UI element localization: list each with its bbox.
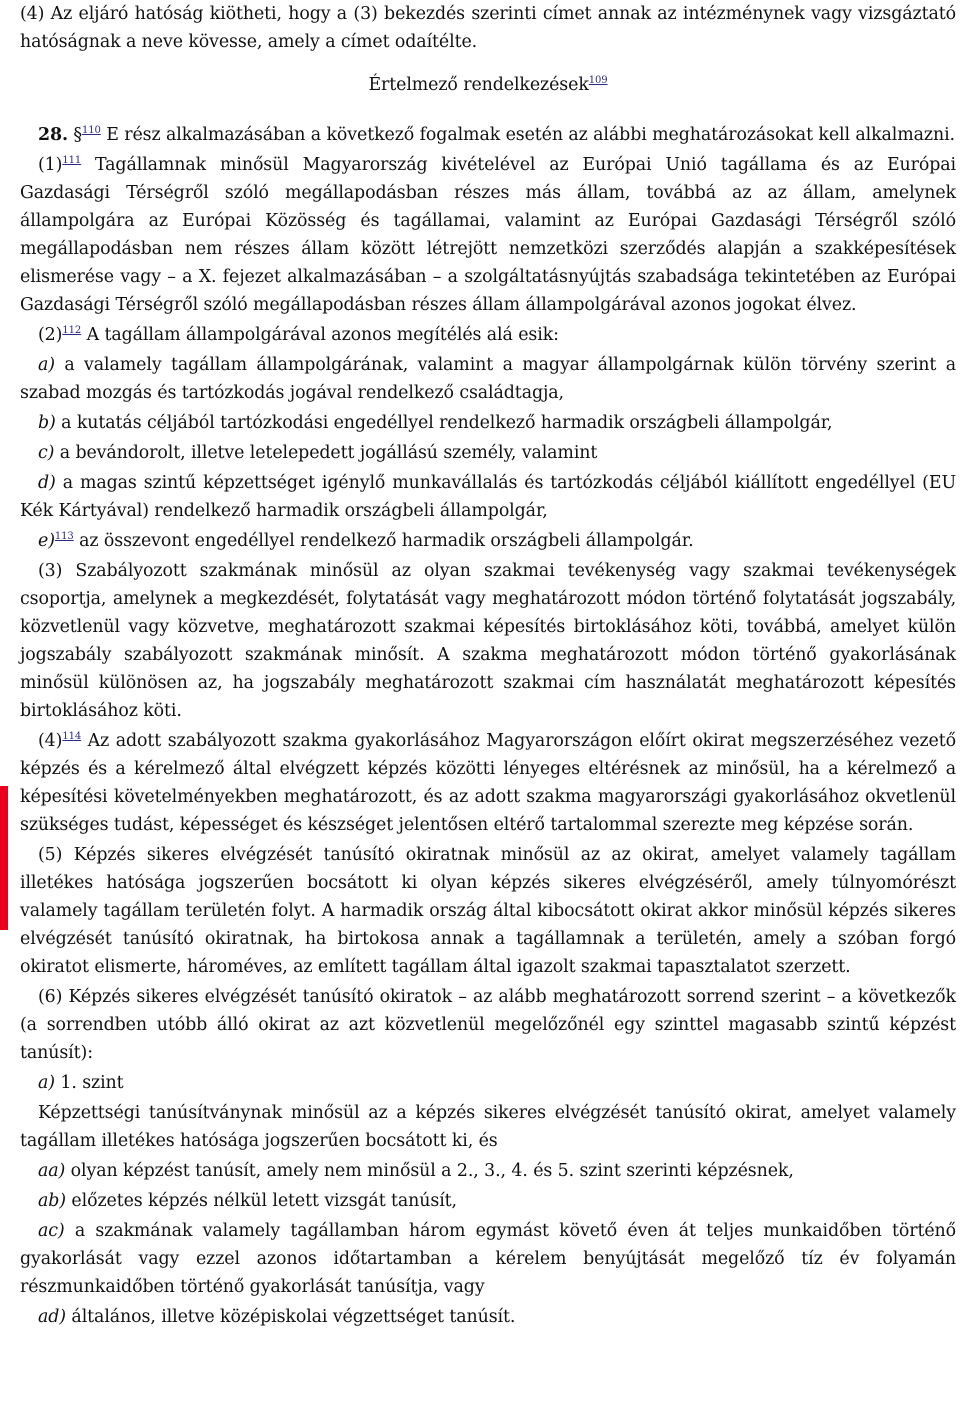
point-6a-body: Képzettségi tanúsítványnak minősül az a képzés sikeres elvégzését tanúsító okirat, amelyet valamely tagállam illetékes hatósága jogszerűen bocsátott ki, és [20, 1103, 956, 1151]
point-text: előzetes képzés nélkül letett vizsgát tanúsít, [66, 1191, 457, 1211]
point-6aa [20, 1157, 956, 1185]
heading-text: Értelmező rendelkezések [368, 75, 589, 95]
amendment-change-marker [0, 786, 8, 930]
point-marker: c) [38, 443, 55, 463]
point-marker: e) [38, 531, 55, 551]
point-6ac [20, 1217, 956, 1301]
paragraph-4 [20, 727, 956, 839]
point-text: a szakmának valamely tagállamban három egymást követő éven át teljes munkaidőben történő gyakorlását vagy ezzel azonos időtartamban a kérelem benyújtását megelőző tíz év folyamán részmunkaidőben történő gyakorlását tanúsítja, vagy [20, 1221, 956, 1297]
paragraph-2-lead: (2) [38, 325, 63, 345]
point-text: a kutatás céljából tartózkodási engedéllyel rendelkező harmadik országbeli állampolgár, [55, 413, 833, 433]
footnote-link-112[interactable]: 112 [62, 325, 82, 336]
point-text: 1. szint [54, 1073, 124, 1093]
point-text: általános, illetve középiskolai végzettséget tanúsít. [66, 1307, 516, 1327]
paragraph-4-title-issuer: (4) Az eljáró hatóság kiötheti, hogy a (3) bekezdés szerinti címet annak az intézménynek vagy vizsgáztató hatóságnak a neve kövesse, amely a címet odaítélte. [20, 4, 956, 52]
point-text: az összevont engedéllyel rendelkező harmadik országbeli állampolgár. [73, 531, 694, 551]
point-marker: ad) [38, 1307, 66, 1327]
point-marker: ac) [38, 1221, 65, 1241]
point-text: olyan képzést tanúsít, amely nem minősül a 2., 3., 4. és 5. szint szerinti képzésnek, [65, 1161, 794, 1181]
point-text: a valamely tagállam állampolgárának, valamint a magyar állampolgárnak külön törvény szerint a szabad mozgás és tartózkodás jogával rendelkező családtagja, [20, 355, 956, 403]
section-number: 28. [38, 125, 68, 145]
point-text: a bevándorolt, illetve letelepedett jogállású személy, valamint [54, 443, 598, 463]
footnote-link-113[interactable]: 113 [54, 531, 74, 542]
point-2e [20, 527, 956, 555]
point-2b [20, 409, 956, 437]
section-28-text: E rész alkalmazásában a következő fogalmak esetén az alábbi meghatározásokat kell alkalmazni. [100, 125, 955, 145]
point-marker: d) [38, 473, 56, 493]
point-2d [20, 469, 956, 525]
paragraph-4-lead: (4) [38, 731, 63, 751]
paragraph-1 [20, 151, 956, 319]
point-marker: b) [38, 413, 56, 433]
section-heading [20, 71, 956, 99]
point-marker: a) [38, 355, 55, 375]
point-2a [20, 351, 956, 407]
section-sign: § [73, 125, 83, 145]
point-text: a magas szintű képzettséget igénylő munkavállalás és tartózkodás céljából kiállított engedéllyel (EU Kék Kártyával) rendelkező harmadik országbeli állampolgár, [20, 473, 956, 521]
footnote-link-111[interactable]: 111 [62, 155, 82, 166]
point-marker: ab) [38, 1191, 66, 1211]
point-6a [20, 1069, 956, 1097]
paragraph-3: (3) Szabályozott szakmának minősül az olyan szakmai tevékenység vagy szakmai tevékenységek csoportja, amelynek a megkezdését, folytatását vagy meghatározott módon történő folytatását jogszabály, közvetlenül vagy közvetve, meghatározott szakmai képesítés birtoklásához köti, továbbá, amelyet külön jogszabály szabályozott szakmának minősít. A szakma meghatározott módon történő gyakorlásának minősül különösen az, ha jogszabály meghatározott szakmai cím használatát meghatározott képesítés birtoklásához köti. [20, 561, 956, 721]
point-6ad [20, 1303, 956, 1331]
footnote-link-114[interactable]: 114 [62, 731, 82, 742]
section-28 [20, 121, 956, 149]
paragraph-4-text: Az adott szabályozott szakma gyakorlásához Magyarországon előírt okirat megszerzéséhez vezető képzés és a kérelmező által elvégzett képzés közötti lényeges eltérésnek az minősül, ha a kérelmező a képesítési követelményekben meghatározott, és az adott szakma magyarországi gyakorlásához okvetlenül szükséges tudást, képességet és készséget jelentősen eltérő tartalommal szerezte meg képzése során. [20, 731, 956, 835]
document-page [20, 0, 956, 1331]
footnote-link-110[interactable]: 110 [82, 125, 101, 136]
point-marker: a) [38, 1073, 55, 1093]
point-6ab [20, 1187, 956, 1215]
paragraph-1-text: Tagállamnak minősül Magyarország kivételével az Európai Unió tagállama és az Európai Gazdasági Térségről szóló megállapodásban részes más állam, továbbá az az állam, amelynek állampolgára az Európai Közösség és tagállamai, valamint az Európai Gazdasági Térségről szóló megállapodásban nem részes állam között létrejött nemzetközi szerződés alapján a szakképesítések elismerése vagy – a X. fejezet alkalmazásában – a szolgáltatásnyújtás szabadsága tekintetében az Európai Gazdasági Térségről szóló megállapodásban részes állam állampolgárával azonos jogokat élvez. [20, 155, 956, 315]
point-2c [20, 439, 956, 467]
paragraph-6: (6) Képzés sikeres elvégzését tanúsító okiratok – az alább meghatározott sorrend szerint – a következők (a sorrendben utóbb álló okirat az azt közvetlenül megelőzőnél egy szinttel magasabb szintű képzést tanúsít): [20, 987, 956, 1063]
footnote-link-109[interactable]: 109 [588, 75, 608, 86]
paragraph-1-lead: (1) [38, 155, 63, 175]
point-marker: aa) [38, 1161, 66, 1181]
paragraph-2 [20, 321, 956, 349]
paragraph-5: (5) Képzés sikeres elvégzését tanúsító okiratnak minősül az az okirat, amelyet valamely tagállam illetékes hatósága jogszerűen bocsátott ki olyan képzés sikeres elvégzéséről, amely túlnyomórészt valamely tagállam területén folyt. A harmadik ország által kibocsátott okirat akkor minősül képzés sikeres elvégzését tanúsító okiratnak, ha birtokosa annak a tagállamnak a területén, amely a szóban forgó okiratot elismerte, hároméves, az említett tagállam által igazolt szakmai tapasztalatot szerzett. [20, 845, 956, 977]
paragraph-2-text: A tagállam állampolgárával azonos megítélés alá esik: [81, 325, 559, 345]
